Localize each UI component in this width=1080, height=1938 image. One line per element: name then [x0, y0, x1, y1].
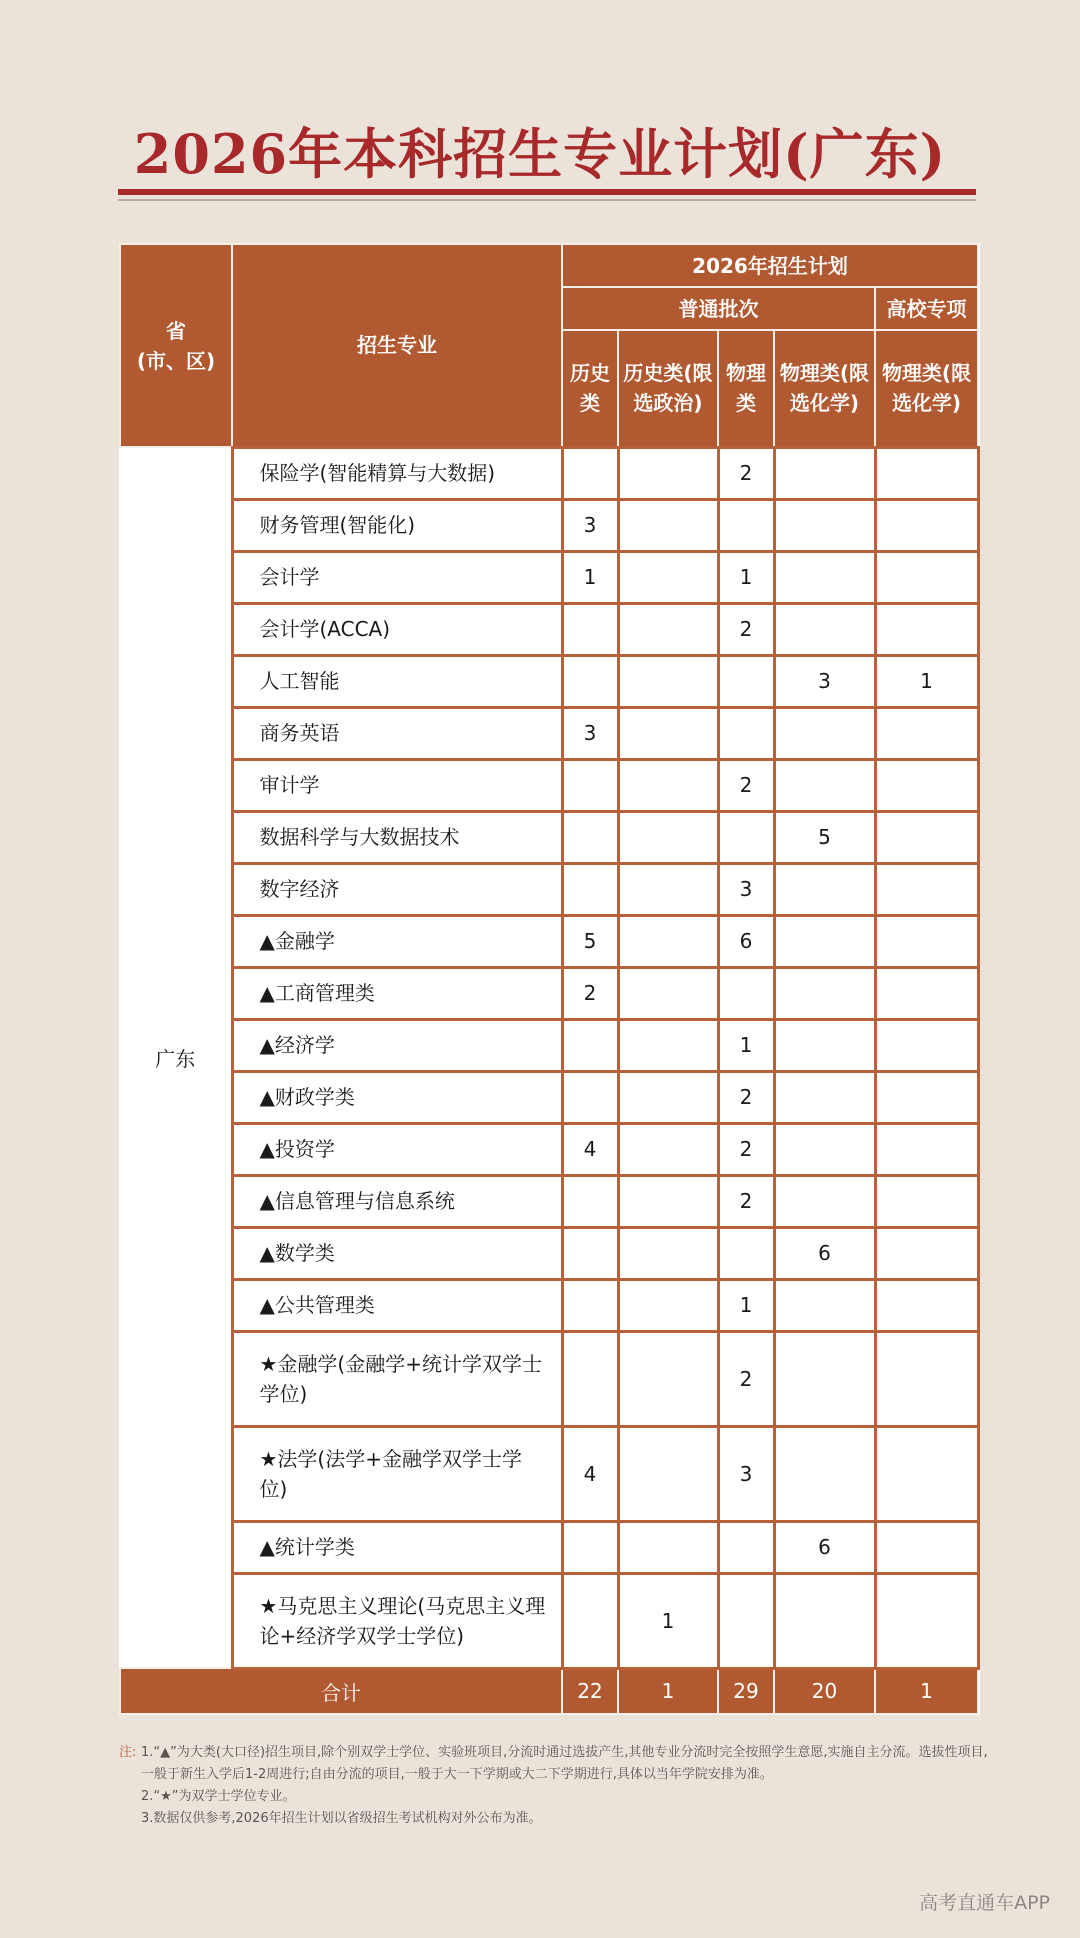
quota-cell: 1 — [562, 551, 618, 603]
quota-cell: 1 — [718, 551, 774, 603]
quota-cell — [618, 811, 718, 863]
quota-cell: 2 — [562, 967, 618, 1019]
header-plan: 2026年招生计划 — [562, 244, 978, 287]
quota-cell — [875, 811, 978, 863]
quota-cell — [875, 1227, 978, 1279]
quota-cell — [562, 1227, 618, 1279]
total-cell: 20 — [774, 1668, 875, 1714]
table-row — [120, 1019, 978, 1071]
major-name: ▲金融学 — [232, 915, 562, 967]
quota-cell — [562, 1279, 618, 1331]
header-batch-general: 普通批次 — [562, 287, 875, 330]
table-row — [120, 499, 978, 551]
quota-cell — [718, 707, 774, 759]
header-col-5: 物理类(限选化学) — [875, 330, 978, 447]
quota-cell — [618, 1175, 718, 1227]
title-rule-thick — [118, 189, 976, 195]
watermark: 高考直通车APP — [919, 1892, 1050, 1914]
quota-cell: 6 — [774, 1227, 875, 1279]
table-row — [120, 1331, 978, 1426]
enrollment-plan-table — [119, 243, 980, 1715]
quota-cell — [875, 759, 978, 811]
quota-cell: 2 — [718, 603, 774, 655]
quota-cell — [562, 863, 618, 915]
quota-cell — [875, 551, 978, 603]
table-row — [120, 1426, 978, 1521]
quota-cell: 6 — [774, 1521, 875, 1573]
footnotes — [119, 1742, 989, 1830]
quota-cell: 1 — [618, 1573, 718, 1668]
table-row — [120, 1521, 978, 1573]
quota-cell — [875, 1426, 978, 1521]
table-row — [120, 1227, 978, 1279]
quota-cell — [774, 759, 875, 811]
quota-cell — [562, 447, 618, 499]
quota-cell — [618, 447, 718, 499]
major-name: ▲公共管理类 — [232, 1279, 562, 1331]
quota-cell — [774, 1573, 875, 1668]
major-name: ★马克思主义理论(马克思主义理论+经济学双学士学位) — [232, 1573, 562, 1668]
quota-cell — [774, 1019, 875, 1071]
quota-cell — [875, 1175, 978, 1227]
quota-cell — [618, 1426, 718, 1521]
major-name: ▲经济学 — [232, 1019, 562, 1071]
quota-cell — [618, 1019, 718, 1071]
header-col-3: 物理类 — [718, 330, 774, 447]
major-name: 会计学(ACCA) — [232, 603, 562, 655]
quota-cell: 4 — [562, 1123, 618, 1175]
quota-cell — [875, 499, 978, 551]
total-label: 合计 — [120, 1668, 562, 1714]
quota-cell — [774, 551, 875, 603]
quota-cell — [562, 759, 618, 811]
quota-cell — [718, 1227, 774, 1279]
major-name: 保险学(智能精算与大数据) — [232, 447, 562, 499]
total-cell: 1 — [875, 1668, 978, 1714]
quota-cell: 1 — [875, 655, 978, 707]
table-row — [120, 863, 978, 915]
table-row — [120, 967, 978, 1019]
quota-cell — [562, 1331, 618, 1426]
quota-cell — [774, 707, 875, 759]
quota-cell — [875, 1521, 978, 1573]
footnote-label: 注: — [119, 1745, 137, 1760]
quota-cell: 3 — [774, 655, 875, 707]
quota-cell: 2 — [718, 1331, 774, 1426]
quota-cell — [774, 863, 875, 915]
quota-cell: 2 — [718, 1071, 774, 1123]
quota-cell: 2 — [718, 1175, 774, 1227]
quota-cell — [618, 655, 718, 707]
quota-cell — [618, 1279, 718, 1331]
quota-cell: 2 — [718, 759, 774, 811]
quota-cell — [618, 603, 718, 655]
quota-cell — [875, 1019, 978, 1071]
quota-cell — [774, 603, 875, 655]
major-name: 商务英语 — [232, 707, 562, 759]
table-row — [120, 1071, 978, 1123]
quota-cell — [875, 603, 978, 655]
quota-cell — [618, 1331, 718, 1426]
total-cell: 1 — [618, 1668, 718, 1714]
major-name: ★法学(法学+金融学双学士学位) — [232, 1426, 562, 1521]
major-name: ▲数学类 — [232, 1227, 562, 1279]
quota-cell: 1 — [718, 1019, 774, 1071]
quota-cell — [875, 1071, 978, 1123]
quota-cell — [718, 1573, 774, 1668]
quota-cell — [618, 551, 718, 603]
quota-cell: 4 — [562, 1426, 618, 1521]
quota-cell — [718, 1521, 774, 1573]
total-cell: 29 — [718, 1668, 774, 1714]
table-row — [120, 1175, 978, 1227]
major-name: 数据科学与大数据技术 — [232, 811, 562, 863]
header-province: 省 (市、区) — [120, 244, 232, 447]
total-cell: 22 — [562, 1668, 618, 1714]
quota-cell — [618, 1071, 718, 1123]
quota-cell: 2 — [718, 447, 774, 499]
quota-cell — [875, 1573, 978, 1668]
quota-cell — [875, 707, 978, 759]
table-row — [120, 655, 978, 707]
total-row — [120, 1668, 978, 1714]
major-name: 会计学 — [232, 551, 562, 603]
table-row — [120, 915, 978, 967]
major-name: ▲工商管理类 — [232, 967, 562, 1019]
footnote-item: 2.“★”为双学士学位专业。 — [141, 1789, 296, 1804]
quota-cell — [774, 967, 875, 1019]
major-name: 人工智能 — [232, 655, 562, 707]
quota-cell: 2 — [718, 1123, 774, 1175]
quota-cell — [875, 915, 978, 967]
major-name: 审计学 — [232, 759, 562, 811]
quota-cell — [718, 655, 774, 707]
quota-cell — [774, 447, 875, 499]
header-col-2: 历史类(限选政治) — [618, 330, 718, 447]
header-batch-special: 高校专项 — [875, 287, 978, 330]
quota-cell — [774, 1331, 875, 1426]
major-name: 财务管理(智能化) — [232, 499, 562, 551]
header-col-4: 物理类(限选化学) — [774, 330, 875, 447]
province-cell: 广东 — [155, 1047, 196, 1071]
header-major: 招生专业 — [232, 244, 562, 447]
footnote-item: 注: 1.“▲”为大类(大口径)招生项目,除个别双学士学位、实验班项目,分流时通过选拔产生,其他专业分流时完全按照学生意愿,实施自主分流。选拔性项目,一般于新生入学后1-2周进行;自由分流的项目,一般于大一下学期或大二下学期进行,具体以当年学院安排为准。 — [119, 1742, 989, 1786]
quota-cell — [562, 603, 618, 655]
quota-cell — [875, 1331, 978, 1426]
major-name: ▲财政学类 — [232, 1071, 562, 1123]
quota-cell — [562, 1175, 618, 1227]
table-row — [120, 603, 978, 655]
quota-cell — [774, 1071, 875, 1123]
quota-cell — [562, 811, 618, 863]
quota-cell — [875, 1123, 978, 1175]
table-row — [120, 811, 978, 863]
quota-cell — [562, 655, 618, 707]
quota-cell — [875, 447, 978, 499]
quota-cell: 3 — [718, 1426, 774, 1521]
quota-cell — [875, 1279, 978, 1331]
major-name: ▲统计学类 — [232, 1521, 562, 1573]
quota-cell — [562, 1071, 618, 1123]
quota-cell: 5 — [562, 915, 618, 967]
table-row — [120, 1279, 978, 1331]
major-name: ★金融学(金融学+统计学双学士学位) — [232, 1331, 562, 1426]
quota-cell: 1 — [718, 1279, 774, 1331]
quota-cell: 5 — [774, 811, 875, 863]
major-name: 数字经济 — [232, 863, 562, 915]
quota-cell — [774, 1426, 875, 1521]
table-row — [120, 551, 978, 603]
quota-cell — [774, 499, 875, 551]
quota-cell: 6 — [718, 915, 774, 967]
header-col-1: 历史类 — [562, 330, 618, 447]
quota-cell — [774, 1175, 875, 1227]
quota-cell — [774, 915, 875, 967]
quota-cell — [618, 915, 718, 967]
quota-cell — [562, 1019, 618, 1071]
footnote-item: 3.数据仅供参考,2026年招生计划以省级招生考试机构对外公布为准。 — [141, 1811, 542, 1826]
quota-cell: 3 — [562, 707, 618, 759]
quota-cell — [562, 1521, 618, 1573]
quota-cell — [718, 811, 774, 863]
table-row — [120, 1573, 978, 1668]
quota-cell — [875, 863, 978, 915]
table-row — [120, 447, 978, 499]
page-title: 2026年本科招生专业计划(广东) — [133, 122, 947, 186]
quota-cell: 3 — [718, 863, 774, 915]
quota-cell — [618, 759, 718, 811]
major-name: ▲信息管理与信息系统 — [232, 1175, 562, 1227]
quota-cell — [618, 1123, 718, 1175]
quota-cell — [618, 707, 718, 759]
table-row — [120, 759, 978, 811]
quota-cell — [718, 967, 774, 1019]
quota-cell — [875, 967, 978, 1019]
quota-cell — [618, 1521, 718, 1573]
major-name: ▲投资学 — [232, 1123, 562, 1175]
quota-cell: 3 — [562, 499, 618, 551]
quota-cell — [618, 499, 718, 551]
quota-cell — [618, 1227, 718, 1279]
quota-cell — [774, 1279, 875, 1331]
quota-cell — [562, 1573, 618, 1668]
quota-cell — [618, 863, 718, 915]
title-rule-thin — [118, 199, 976, 201]
quota-cell — [718, 499, 774, 551]
quota-cell — [774, 1123, 875, 1175]
table-row — [120, 1123, 978, 1175]
table-row — [120, 707, 978, 759]
quota-cell — [618, 967, 718, 1019]
